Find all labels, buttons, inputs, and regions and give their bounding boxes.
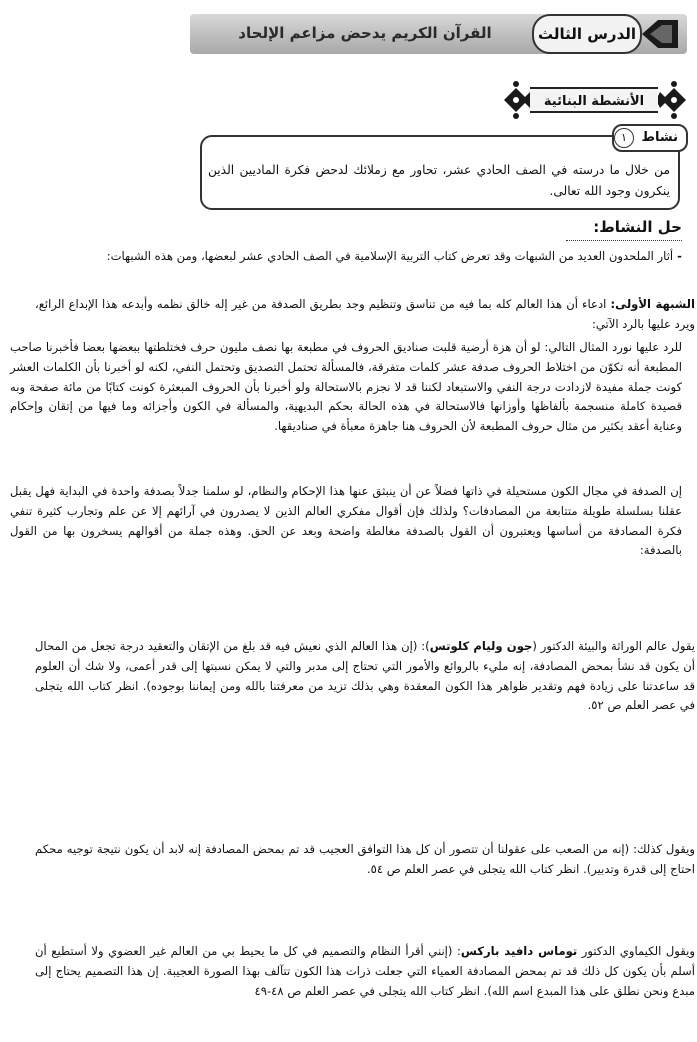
parks-name: توماس دافيد باركس [460,944,578,958]
clotes-name: جون وليام كلوتس [429,639,533,653]
first-doubt-label: الشبهة الأولى: [610,297,695,311]
first-doubt-text: ادعاء أن هذا العالم كله بما فيه من تناسق وتنظيم وجد بطريق الصدفة من غير إله خالق نظمه وأبدعه هذا الإبداع الرائع، ويرد عليها بالرد الآتي: [35,297,695,331]
clotes-intro: يقول عالم الوراثة والبيئة الدكتور ( [532,639,695,653]
clotes-quote-paragraph [35,637,697,737]
lesson-label: الدرس الثالث [537,25,637,43]
first-doubt-paragraph [35,295,697,335]
logic-paragraph: إن الصدفة في مجال الكون مستحيلة في ذاتها فضلاً عن أن ينبثق عنها هذا الإحكام والنظام، لو سلمنا جدلاً بصدفة واحدة في البداية فهل يقبل عقلنا بسلسلة طويلة متتابعة من المصادفات؟ ولذلك فإن أقوال مفكري العالم الذين لا يصدرون في آرائهم إلا عن علم وتجارب كثيرة تنفي فكرة المصادفة من أساسها ويعتبرون أن القول بالصدفة مغالطة واضحة وبعد عن الحق. وهذه جملة من أقوالهم يسخرون بها من القول بالصدفة: [10,484,682,558]
section-label: الأنشطة البنائية [530,87,658,113]
clotes-second-quote [35,840,697,880]
solution-intro [10,247,682,287]
solution-intro-text: أثار الملحدون العديد من الشبهات وقد تعرض كتاب التربية الإسلامية في الصف الحادي عشر لبعضها، ومن هذه الشبهات: [106,249,674,263]
activity-tab-label: نشاط [641,130,678,145]
clotes-text: ): (إن هذا العالم الذي نعيش فيه قد بلغ من الإتقان والتعقيد درجة تجعل من المحال أن يكون قد نشأ بمحض المصادفة، إنه مليء بالروائع والأمور التي تحتاج إلى مدبر والتي لا يمكن نسبتها إلى قدر أعمى، ولا شك أن العلوم قد ساعدتنا على زيادة فهم وتقدير ظواهر هذا الكون المعقدة وهي بذلك تزيد من معرفتنا بالله ومن إيماننا بوجوده). انظر كتاب الله يتجلى في عصر العلم ص ٥٢. [35,639,695,713]
clotes-second-text: ويقول كذلك: (إنه من الصعب على عقولنا أن تتصور أن كل هذا التوافق العجيب قد تم بمحض المصادفة إنه لابد أن يكون نتيجة توجيه محكم احتاج إلى قدرة وتدبير). انظر كتاب الله يتجلى في عصر العلم ص ٥٤. [35,842,695,876]
lesson-number-badge [532,14,642,54]
solution-underline [566,240,682,241]
badge-arrow-icon [640,16,680,52]
lesson-title: القرآن الكريم يدحض مزاعم الإلحاد [238,24,492,42]
activity-text: من خلال ما درسته في الصف الحادي عشر، تحاور مع زملائك لدحض فكرة الماديين الذين ينكرون وجود الله تعالى. [208,163,670,198]
story-paragraph: للرد عليها نورد المثال التالي: لو أن هزة أرضية قلبت صناديق الحروف في مطبعة بها نصف مليون حرف فختلطتها ببعضها بعضا فأخبرنا صاحب المطبعة أنه تكوّن من اختلاط الحروف صدفة عشر كلمات متفرقة، فالمسألة تحتمل التصديق وتحتمل النفي، لكنه لو أخبرنا بأن الكلمات العشر كونت جملة مفيدة لازدادت درجة النفي والاستبعاد لكننا قد لا نجزم بالاستحالة ولو أخبرنا بأن الحروف المبعثرة كونت كتابًا من مائة صفحة وبه قصيدة كاملة منسجمة بألفاظها وأوزانها فالاستحالة في هذه الحالة بحكم البديهية، والمسألة في الكون وأجزائه وما فيها من إتقان وإحكام وعناية أعقد بكثير من مثال حروف المطبعة لأن الحروف هنا جاهزة معبأة في صناديقها. [10,340,682,434]
parks-intro: ويقول الكيماوي الدكتور [577,944,695,958]
parks-text: : (إنني أقرأ النظام والتصميم في كل ما يحيط بي من العالم غير العضوي ولا أستطيع أن أسلم بأن يكون كل ذلك قد تم بمحض المصادفة العمياء التي جعلت ذرات هذا الكون تتآلف بهذا الصورة العجيبة. إن هذا التصميم يحتاج إلى مبدع ونحن نطلق على هذا المبدع اسم الله). انظر كتاب الله يتجلى في عصر العلم ص ٤٨-٤٩ [35,944,695,998]
parks-quote-paragraph [35,942,697,1042]
activity-number: ١ [614,128,634,148]
solution-heading: حل النشاط: [593,218,682,236]
